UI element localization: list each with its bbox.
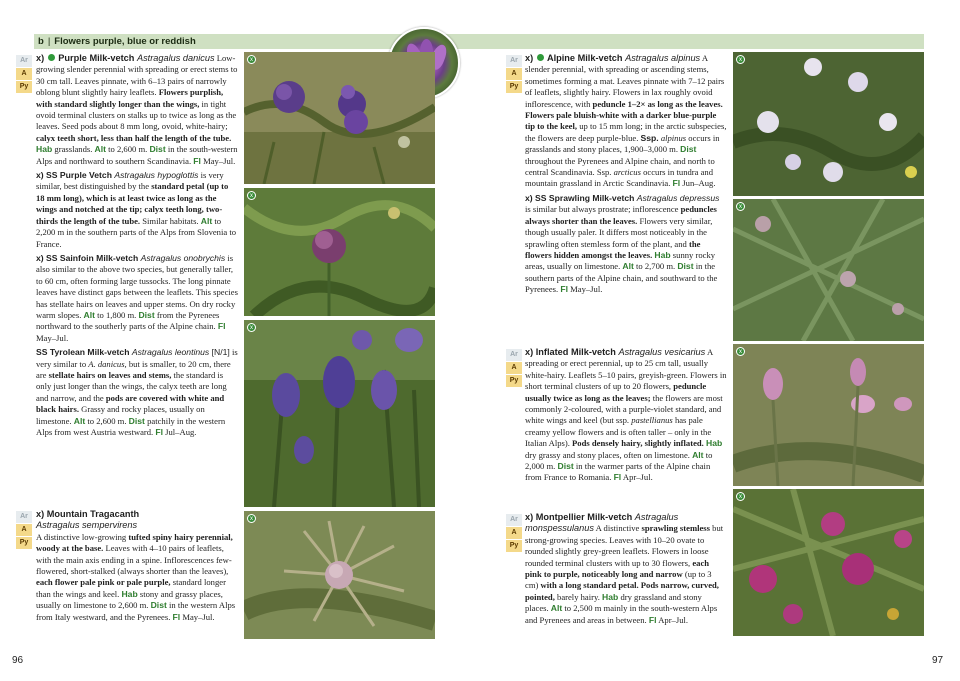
section-letter: b xyxy=(38,36,44,47)
photo-alpine-milk-vetch xyxy=(733,52,924,196)
badge-pyrenees: Py xyxy=(16,537,32,549)
distribution-badges xyxy=(16,55,32,94)
species-heading: x) Montpellier Milk-vetch Astragalus monspessulanus xyxy=(525,512,679,534)
status-dot-icon xyxy=(48,54,55,61)
species-heading: x) Inflated Milk-vetch Astragalus vesicarius xyxy=(525,347,706,357)
photo-marker: x xyxy=(736,492,745,501)
photo-purple-milk-vetch xyxy=(244,52,435,184)
badge-arctic: Ar xyxy=(16,511,32,523)
distribution-badges xyxy=(506,514,522,553)
badge-alps: A xyxy=(506,68,522,80)
entry-alpine-milk-vetch: x) Alpine Milk-vetch Astragalus alpinus A slender perennial, with spreading or ascending stems, sometimes forming a mat. Leaves pinnate with 7–12 pairs of leaflets, slightly hairy. Flowers in lax roughly ovoid inflorescence, with peduncle 1–2× as long as the leaves. Flowers pale bluish-white with a darker blue-purple tip to the keel, up to 15 mm long; in the arctic subspecies, the flowers are deep purple-blue. Ssp. alpinus occurs in grasslands and stony places, 1,900–3,000 m. Dist throughout the Pyrenees and Alpine chain, and north to central Scandinavia. Ssp. arcticus occurs in tundra and mountain grassland in Arctic Scandinavia. Fl Jun–Aug. x) SS Sprawling Milk-vetch Astragalus depressus is similar but always prostrate; inflorescence peduncles always shorter than the leaves. Flowers very similar, though usually paler. It differs most noticeably in the sprawling often stemless form of the plant, and the flowers hidden amongst the leaves. Hab sunny rocky areas, usually on limestone. Alt to 2,700 m. Dist in the southern parts of the Alpine chain, and southward to the Pyrenees. Fl May–Jul. xyxy=(525,53,727,295)
photo-marker: x xyxy=(247,323,256,332)
photo-marker: x xyxy=(247,191,256,200)
photo-sainfoin-milk-vetch xyxy=(244,320,435,507)
section-header-bar xyxy=(34,34,924,49)
photo-mountain-tragacanth xyxy=(244,511,435,639)
section-separator: | xyxy=(47,36,51,47)
entry-montpellier-milk-vetch: x) Montpellier Milk-vetch Astragalus monspessulanus A distinctive sprawling stemless but strong-growing species. Leaves with 10–20 ovate to rounded slightly grey-green leaflets. Flowers in loose rounded terminal clusters with up to 30 flowers, each pink to purple, noticeably long and narrow (up to 3 cm) with a long standard petal. Pods narrow, curved, pointed, barely hairy. Hab dry grassland and stony places. Alt to 2,500 m mainly in the south-western Alps and Pyrenees and areas in between. Fl Apr–Jul. xyxy=(525,512,724,625)
badge-alps: A xyxy=(16,68,32,80)
badge-alps: A xyxy=(506,362,522,374)
distribution-badges xyxy=(506,349,522,388)
badge-alps: A xyxy=(16,524,32,536)
species-heading: x) Alpine Milk-vetch Astragalus alpinus xyxy=(525,53,701,63)
photo-sprawling-milk-vetch xyxy=(733,199,924,341)
species-heading: x) Mountain Tragacanth Astragalus sempervirens xyxy=(36,509,140,531)
photo-montpellier-milk-vetch xyxy=(733,489,924,636)
species-heading: SS Tyrolean Milk-vetch Astragalus leontinus [N/1] xyxy=(36,347,230,358)
badge-pyrenees: Py xyxy=(506,375,522,387)
photo-inflated-milk-vetch xyxy=(733,344,924,486)
page-number-left: 96 xyxy=(12,655,24,666)
badge-arctic: Ar xyxy=(16,55,32,67)
photo-marker: x xyxy=(247,55,256,64)
badge-alps: A xyxy=(506,527,522,539)
badge-arctic: Ar xyxy=(506,55,522,67)
badge-pyrenees: Py xyxy=(506,81,522,93)
species-heading: x) SS Sainfoin Milk-vetch Astragalus onobrychis xyxy=(36,252,226,263)
photo-marker: x xyxy=(736,55,745,64)
page-number-right: 97 xyxy=(932,655,944,666)
species-heading: x) SS Sprawling Milk-vetch Astragalus depressus xyxy=(525,192,720,203)
photo-marker: x xyxy=(736,347,745,356)
badge-pyrenees: Py xyxy=(16,81,32,93)
badge-arctic: Ar xyxy=(506,349,522,361)
badge-pyrenees: Py xyxy=(506,540,522,552)
photo-marker: x xyxy=(736,202,745,211)
entry-purple-milk-vetch: x) Purple Milk-vetch Astragalus danicus Low-growing slender perennial with spreading or erect stems to 30 cm tall. Leaves pinnate, with 6–13 pairs of narrowly oblong blunt slightly hairy leaflets. Flowers purplish, with standard slightly longer than the wings, in tight ovoid terminal clusters on stalks up to twice as long as the leaves. Seed pods about 8 mm long, ovoid, white-hairy; calyx teeth short, less than half the length of the tube. Hab grasslands. Alt to 2,600 m. Dist in the south-western Alps and northward to southern Scandinavia. Fl May–Jul. x) SS Purple Vetch Astragalus hypoglottis is very similar, best distinguished by the standard petal (up to 18 mm long), which is at least twice as long as the wings and notched at the tip; calyx teeth long, two-thirds the length of the tube. Similar habitats. Alt to 2,200 m in the southern parts of the Alps from Slovenia to France. x) SS Sainfoin Milk-vetch Astragalus onobrychis is also similar to the above two species, but generally taller, to 60 cm, often forming large tussocks. The long pinnate leaves have distinct gaps between the leaflets. This species has stellate hairs on leaves and upper stems. On dry rocky warm slopes. Alt to 1,800 m. Dist from the Pyrenees northward to the southerly parts of the Alpine chain. Fl May–Jul. SS Tyrolean Milk-vetch Astragalus leontinus [N/1] is very similar to A. danicus, but is smaller, to 20 cm, there are stellate hairs on leaves and stems, the standard is only just longer than the wings, the calyx teeth are long and narrow, and the pods are covered with white and black hairs. Grassy and rocky places, usually on limestone. Alt to 2,600 m. Dist patchily in the western Alps from west Austria westward. Fl Jul–Aug. xyxy=(36,53,238,437)
species-heading: x) SS Purple Vetch Astragalus hypoglottis xyxy=(36,170,199,181)
photo-marker: x xyxy=(247,514,256,523)
photo-purple-vetch xyxy=(244,188,435,316)
distribution-badges xyxy=(506,55,522,94)
species-heading: x) Purple Milk-vetch Astragalus danicus xyxy=(36,53,215,63)
badge-arctic: Ar xyxy=(506,514,522,526)
section-title: Flowers purple, blue or reddish xyxy=(54,36,196,47)
entry-mountain-tragacanth: x) Mountain Tragacanth Astragalus sempervirens A distinctive low-growing tufted spiny hairy perennial, woody at the base. Leaves with 4–10 pairs of leaflets, with the main axis ending in a spine. Inflorescences few-flowered, short-stalked (always shorter than the leaves), each flower pale pink or pale purple, standard longer than the wings and keel. Hab stony and grassy places, usually on limestone to 2,600 m. Dist in the western Alps from Italy westward, and the Pyrenees. Fl May–Jul. xyxy=(36,509,236,622)
distribution-badges xyxy=(16,511,32,550)
status-dot-icon xyxy=(537,54,544,61)
entry-inflated-milk-vetch: x) Inflated Milk-vetch Astragalus vesicarius A spreading or erect perennial, up to 25 cm tall, usually white-hairy. Leaflets 5–10 pairs, greyish-green. Flowers in short terminal clusters of up to 20 flowers, peduncle usually twice as long as the leaves; the flowers are most commonly 2-coloured, with a purple-violet standard, and white wings and keel (but ssp. pastellianus has pale creamy yellow flowers and is often taller – only in the Italian Alps). Pods densely hairy, slightly inflated. Hab dry grassy and stony places, often on limestone. Alt to 2,000 m. Dist in the warmer parts of the Alpine chain from France to Romania. Fl Apr–Jul. xyxy=(525,347,727,483)
